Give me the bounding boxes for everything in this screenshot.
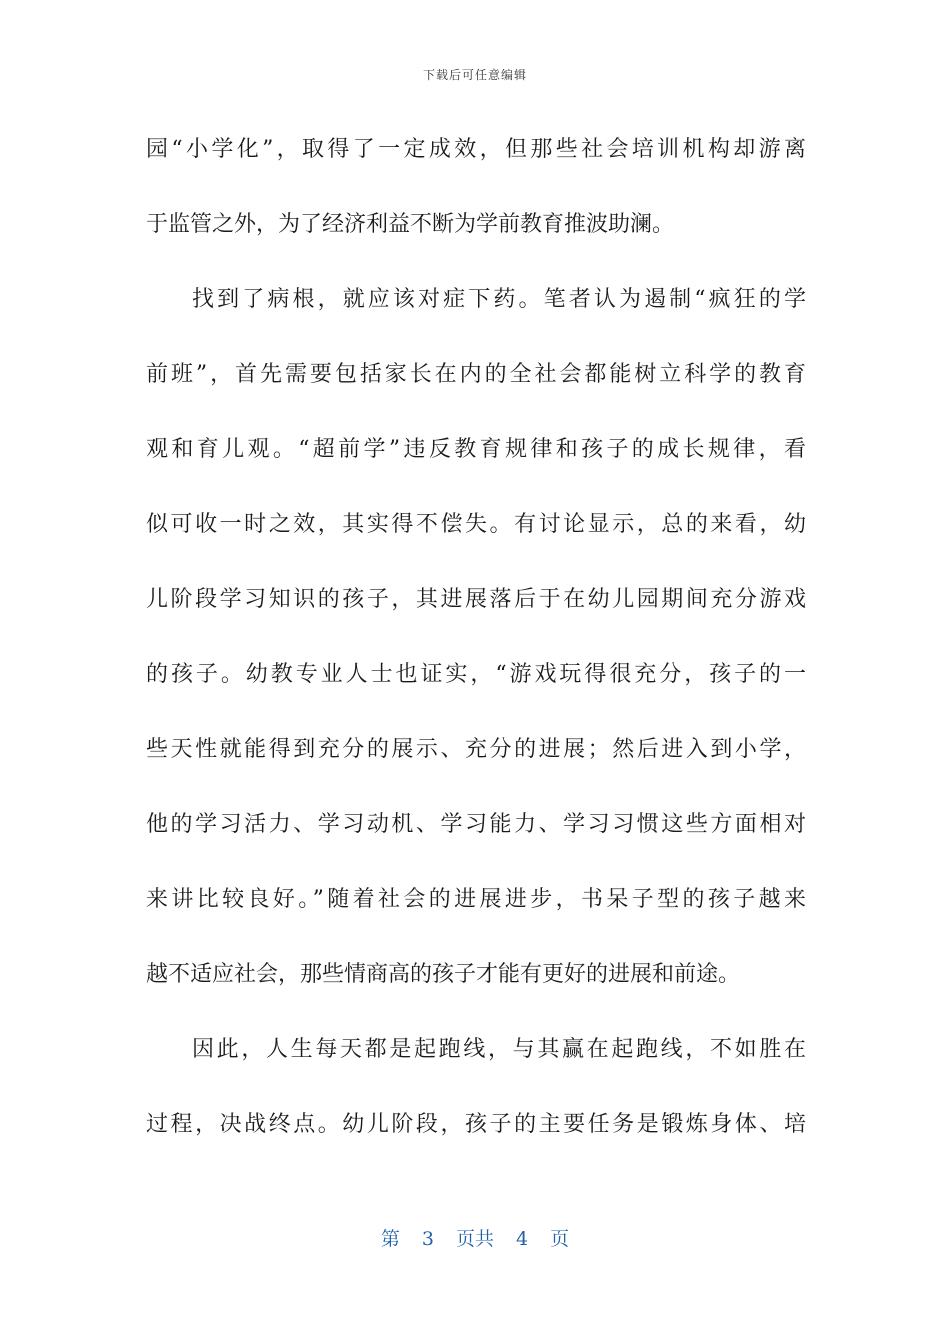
document-body (146, 112, 806, 1162)
page-number-footer (0, 1224, 950, 1251)
page-suffix: 页 (550, 1228, 570, 1250)
header-note: 下载后可任意编辑 (422, 68, 527, 82)
body-line: 观和育儿观。“超前学”违反教育规律和孩子的成长规律，看 (146, 437, 806, 462)
page-prefix: 第 (380, 1228, 400, 1250)
paragraph-start-line: 因此，人生每天都是起跑线，与其赢在起跑线，不如胜在 (192, 1037, 806, 1062)
body-line: 儿阶段学习知识的孩子，其进展落后于在幼儿园期间充分游戏 (146, 587, 806, 612)
current-page-number: 3 (421, 1228, 434, 1250)
body-line: 的孩子。幼教专业人士也证实，“游戏玩得很充分，孩子的一 (146, 662, 806, 687)
body-line: 于监管之外，为了经济利益不断为学前教育推波助澜。 (146, 212, 675, 237)
paragraph-start-line: 找到了病根，就应该对症下药。笔者认为遏制“疯狂的学 (192, 287, 806, 312)
body-line: 来讲比较良好。”随着社会的进展进步，书呆子型的孩子越来 (146, 887, 806, 912)
total-pages-number: 4 (516, 1228, 529, 1250)
page-middle: 页共 (455, 1228, 494, 1250)
body-line: 他的学习活力、学习动机、学习能力、学习习惯这些方面相对 (146, 812, 806, 837)
body-line: 园“小学化”，取得了一定成效，但那些社会培训机构却游离 (146, 137, 806, 162)
body-line: 前班”，首先需要包括家长在内的全社会都能树立科学的教育 (146, 362, 806, 387)
body-line: 似可收一时之效，其实得不偿失。有讨论显示，总的来看，幼 (146, 512, 806, 537)
body-line: 些天性就能得到充分的展示、充分的进展；然后进入到小学， (146, 737, 806, 762)
body-line: 越不适应社会，那些情商高的孩子才能有更好的进展和前途。 (146, 962, 741, 987)
body-line: 过程，决战终点。幼儿阶段，孩子的主要任务是锻炼身体、培 (146, 1112, 806, 1137)
